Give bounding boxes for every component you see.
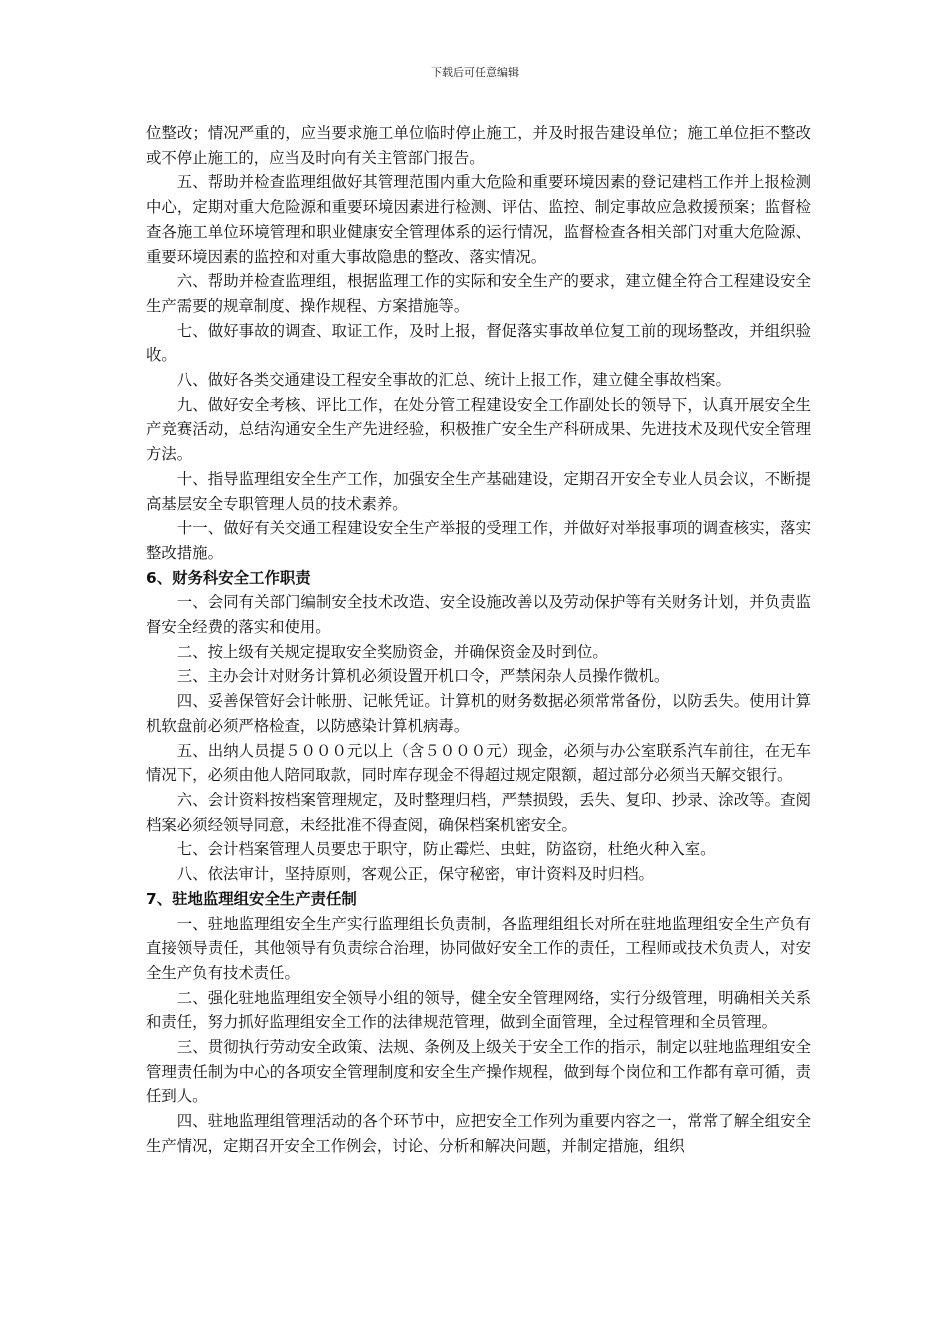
paragraph: 位整改；情况严重的，应当要求施工单位临时停止施工，并及时报告建设单位；施工单位拒不整改或不停止施工的，应当及时向有关主管部门报告。	[146, 124, 811, 167]
paragraph: 四、妥善保管好会计帐册、记帐凭证。计算机的财务数据必须常常备份，以防丢失。使用计算机软盘前必须严格检查，以防感染计算机病毒。	[146, 692, 811, 735]
paragraph: 四、驻地监理组管理活动的各个环节中，应把安全工作列为重要内容之一，常常了解全组安全生产情况，定期召开安全工作例会，讨论、分析和解决问题，并制定措施，组织	[146, 1112, 811, 1155]
paragraph: 八、做好各类交通建设工程安全事故的汇总、统计上报工作，建立健全事故档案。	[176, 371, 731, 390]
paragraph: 三、贯彻执行劳动安全政策、法规、条例及上级关于安全工作的指示，制定以驻地监理组安全管理责任制为中心的各项安全管理制度和安全生产操作规程，做到每个岗位和工作都有章可循，责任到人。	[146, 1038, 811, 1106]
paragraph: 六、会计资料按档案管理规定，及时整理归档，严禁损毁，丢失、复印、抄录、涂改等。查阅档案必须经领导同意，未经批准不得查阅，确保档案机密安全。	[146, 790, 811, 834]
paragraph: 一、驻地监理组安全生产实行监理组长负责制，各监理组组长对所在驻地监理组安全生产负有直接领导责任，其他领导有负责综合治理，协同做好安全工作的责任，工程师或技术负责人，对安全生产负有技术责任。	[146, 914, 811, 982]
paragraph: 五、帮助并检查监理组做好其管理范围内重大危险和重要环境因素的登记建档工作并上报检测中心，定期对重大危险源和重要环境因素进行检测、评估、监控、制定事故应急救援预案；监督检查各施工单位环境管理和职业健康安全管理体系的运行情况，监督检查各相关部门对重大危险源、重要环境因素的监控和对重大事故隐患的整改、落实情况。	[146, 173, 811, 266]
paragraph: 二、强化驻地监理组安全领导小组的领导，健全安全管理网络，实行分级管理，明确相关关系和责任，努力抓好监理组安全工作的法律规范管理，做到全面管理，全过程管理和全员管理。	[146, 988, 811, 1032]
paragraph: 一、会同有关部门编制安全技术改造、安全设施改善以及劳动保护等有关财务计划，并负责监督安全经费的落实和使用。	[146, 593, 811, 637]
paragraph: 六、帮助并检查监理组，根据监理工作的实际和安全生产的要求，建立健全符合工程建设安全生产需要的规章制度、操作规程、方案措施等。	[146, 272, 811, 315]
paragraph: 三、主办会计对财务计算机必须设置开机口令，严禁闲杂人员操作微机。	[176, 667, 670, 686]
paragraph: 五、出纳人员提５０００元以上（含５０００元）现金，必须与办公室联系汽车前往，在无车情况下，必须由他人陪同取款，同时库存现金不得超过规定限额，超过部分必须当天解交银行。	[146, 741, 811, 785]
paragraph: 十、指导监理组安全生产工作，加强安全生产基础建设，定期召开安全专业人员会议，不断提高基层安全专职管理人员的技术素养。	[146, 469, 811, 513]
paragraph: 七、做好事故的调查、取证工作，及时上报，督促落实事故单位复工前的现场整改，并组织验收。	[146, 321, 811, 365]
section-heading-finance: 6、财务科安全工作职责	[146, 568, 311, 587]
paragraph: 七、会计档案管理人员要忠于职守，防止霉烂、虫蛀，防盗窃，杜绝火种入室。	[176, 840, 716, 859]
document-body	[146, 121, 811, 1159]
paragraph: 九、做好安全考核、评比工作，在处分管工程建设安全工作副处长的领导下，认真开展安全生产竞赛活动，总结沟通安全生产先进经验，积极推广安全生产科研成果、先进技术及现代安全管理方法。	[146, 395, 811, 464]
section-heading-supervision: 7、驻地监理组安全生产责任制	[146, 889, 357, 908]
paragraph: 十一、做好有关交通工程建设安全生产举报的受理工作，并做好对举报事项的调查核实，落实整改措施。	[146, 519, 811, 562]
paragraph: 八、依法审计，坚持原则，客观公正，保守秘密，审计资料及时归档。	[176, 865, 654, 884]
page-header: 下载后可任意编辑	[431, 66, 519, 79]
paragraph: 二、按上级有关规定提取安全奖励资金，并确保资金及时到位。	[176, 642, 608, 661]
